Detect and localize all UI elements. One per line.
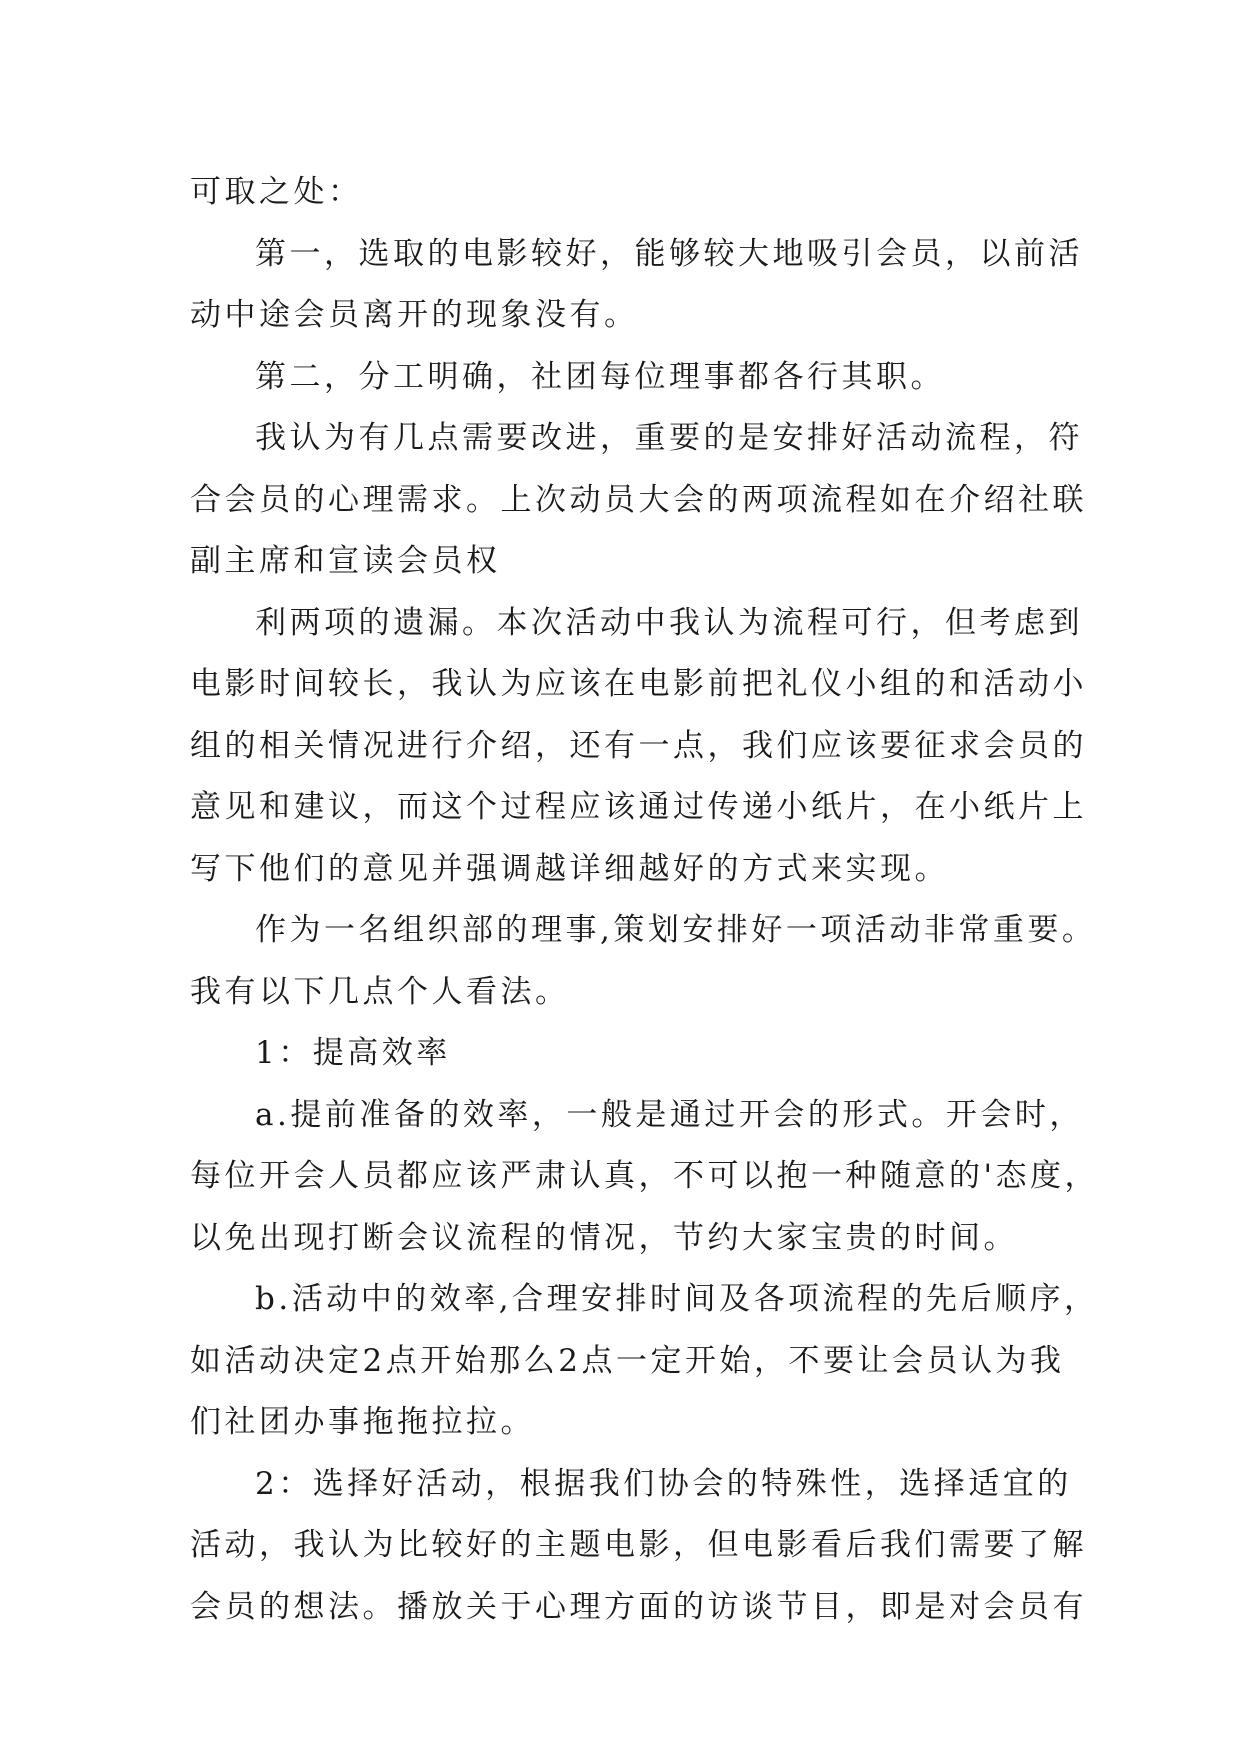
text-line: a.提前准备的效率，一般是通过开会的形式。开会时，	[255, 1096, 1084, 1133]
text-line: 写下他们的意见并强调越详细越好的方式来实现。	[190, 850, 949, 887]
text-line: 以免出现打断会议流程的情况，节约大家宝贵的时间。	[190, 1219, 1018, 1256]
text-line: 合会员的心理需求。上次动员大会的两项流程如在介绍社联	[190, 481, 1087, 518]
text-line: 动中途会员离开的现象没有。	[190, 297, 639, 333]
text-line: 意见和建议，而这个过程应该通过传递小纸片，在小纸片上	[190, 789, 1087, 825]
text-line: 第一，选取的电影较好，能够较大地吸引会员，以前活	[255, 235, 1083, 272]
text-line: 我有以下几点个人看法。	[190, 973, 570, 1010]
text-line: 如活动决定2点开始那么2点一定开始，不要让会员认为我	[190, 1342, 1065, 1379]
text-line: 每位开会人员都应该严肃认真，不可以抱一种随意的'态度，	[190, 1158, 1100, 1194]
text-line: 可取之处：	[190, 174, 363, 210]
text-line: 我认为有几点需要改进，重要的是安排好活动流程，符	[255, 420, 1083, 456]
document-body	[190, 162, 1100, 1638]
text-line: 会员的想法。播放关于心理方面的访谈节目，即是对会员有	[190, 1588, 1087, 1625]
text-line: 利两项的遗漏。本次活动中我认为流程可行，但考虑到	[255, 604, 1083, 641]
text-line: 们社团办事拖拖拉拉。	[190, 1404, 535, 1440]
text-line: 组的相关情况进行介绍，还有一点，我们应该要征求会员的	[190, 727, 1087, 764]
text-line: b.活动中的效率,合理安排时间及各项流程的先后顺序，	[255, 1281, 1099, 1317]
text-line: 第二，分工明确，社团每位理事都各行其职。	[255, 358, 945, 395]
text-line: 1：提高效率	[255, 1035, 451, 1071]
text-line: 电影时间较长，我认为应该在电影前把礼仪小组的和活动小	[190, 666, 1087, 702]
text-line: 活动，我认为比较好的主题电影，但电影看后我们需要了解	[190, 1527, 1087, 1563]
text-line: 作为一名组织部的理事,策划安排好一项活动非常重要。	[255, 912, 1097, 948]
text-line: 副主席和宣读会员权	[190, 543, 501, 579]
text-line: 2：选择好活动，根据我们协会的特殊性，选择适宜的	[255, 1465, 1072, 1502]
